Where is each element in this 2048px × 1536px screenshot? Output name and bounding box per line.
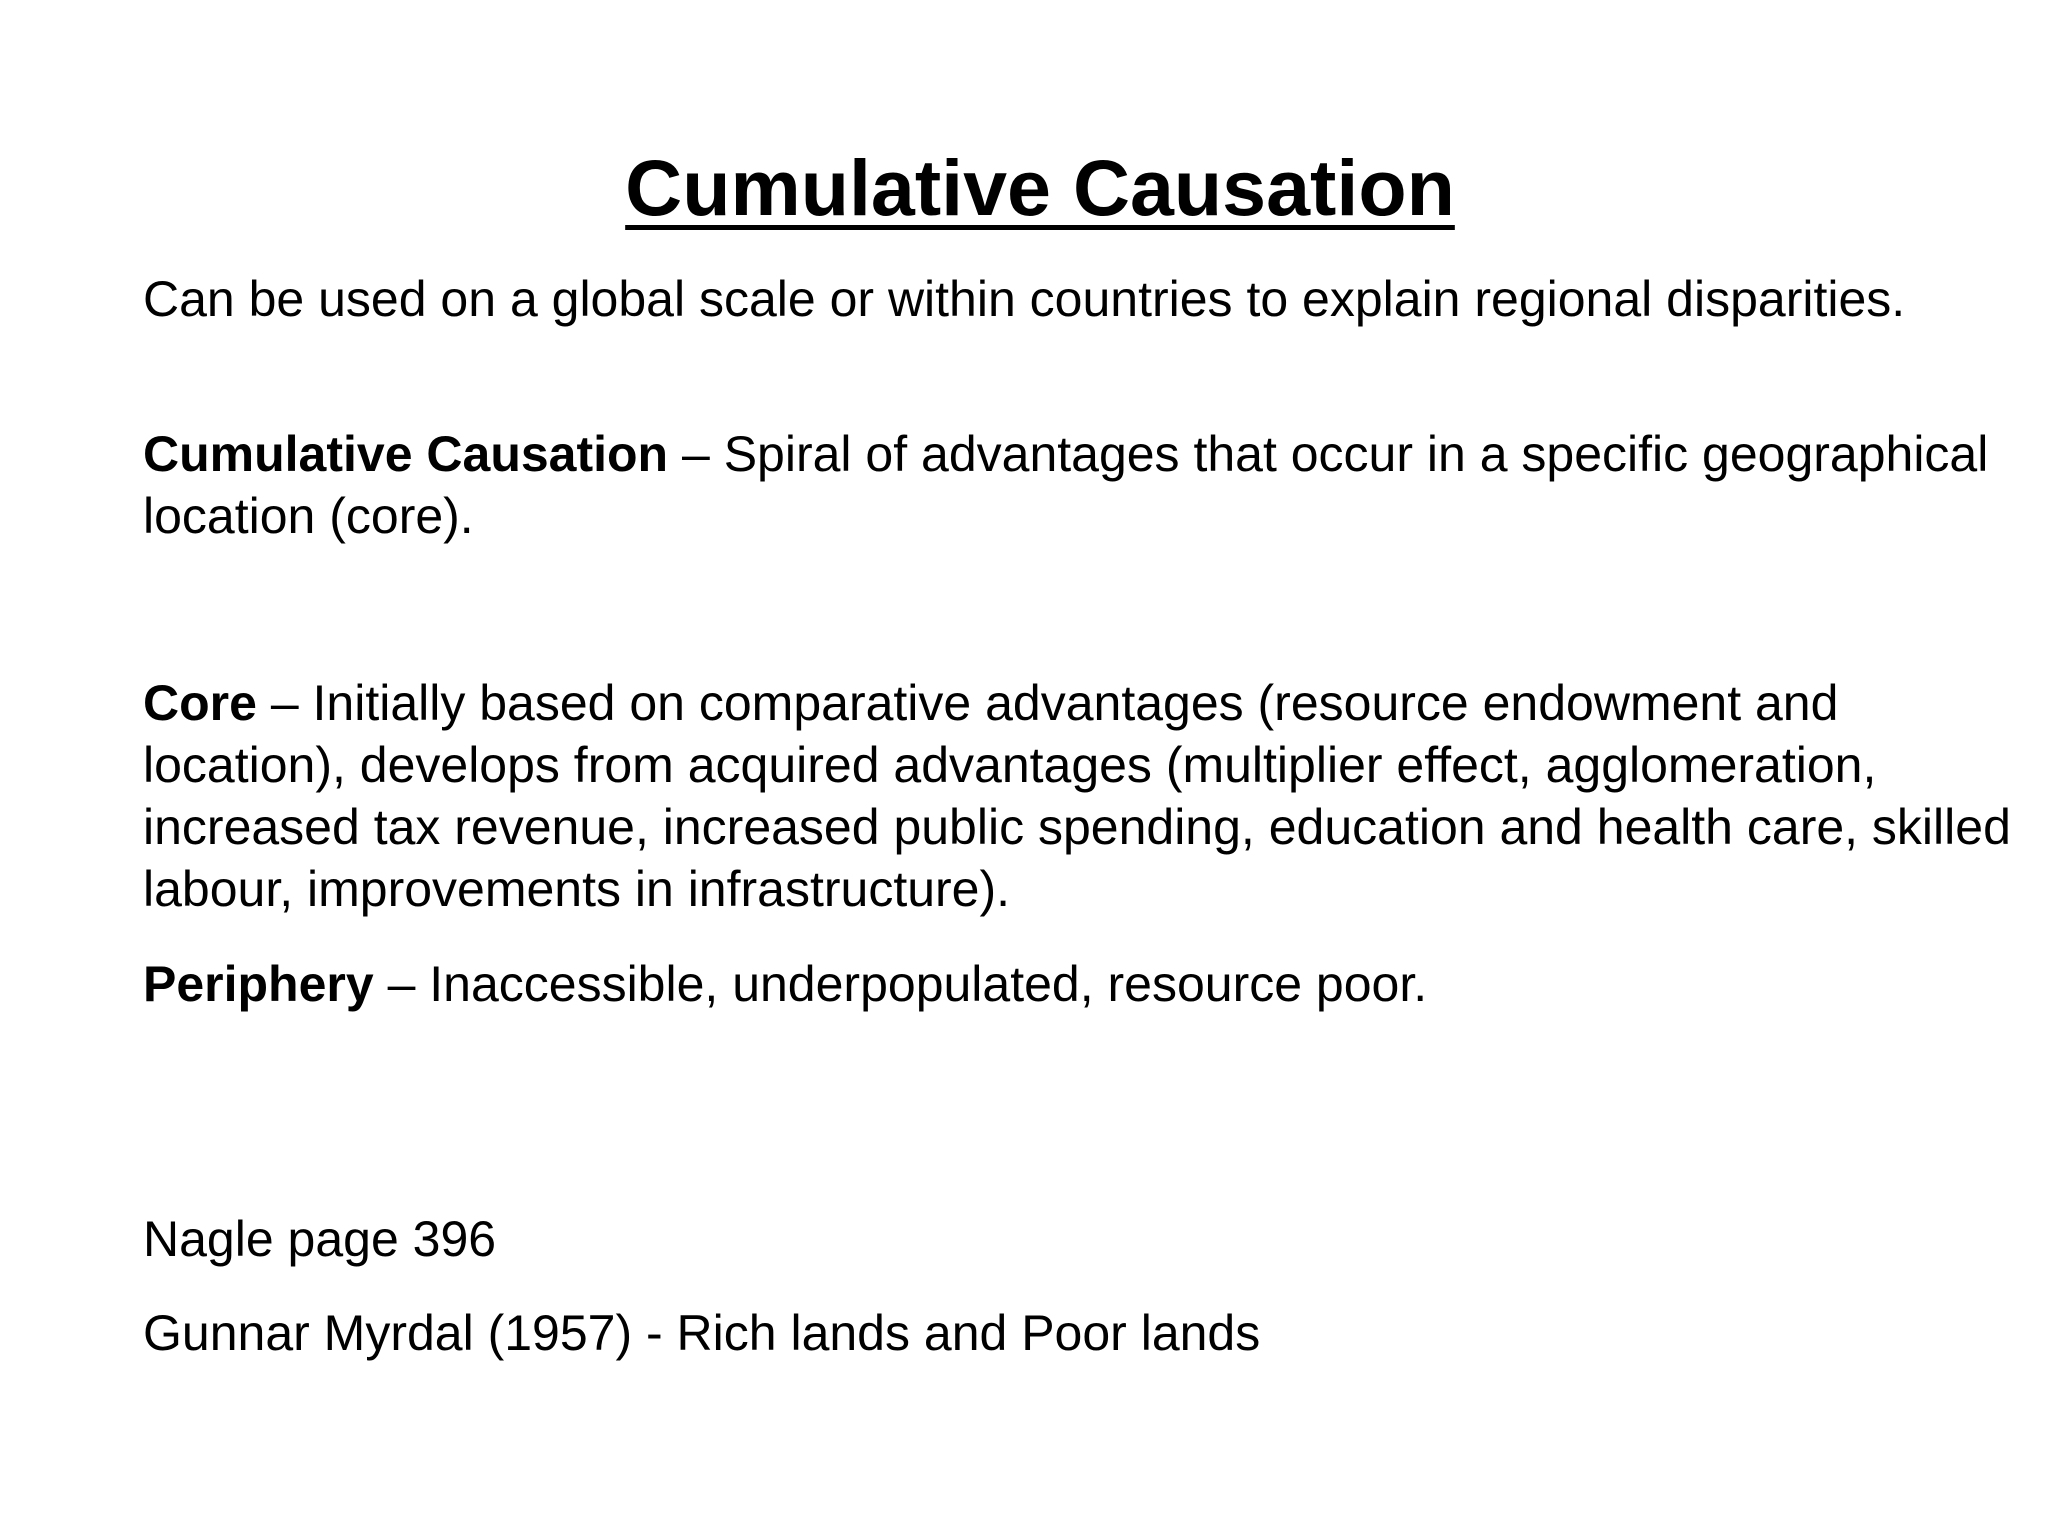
definition-cumulative-causation bbox=[143, 423, 2023, 547]
definition-text: – Initially based on comparative advantages (resource endowment and location), develops from acquired advantages (multiplier effect, agglomeration, increased tax revenue, increased public spending, education and health care, skilled labour, improvements in infrastructure). bbox=[143, 675, 2011, 917]
reference-nagle: Nagle page 396 bbox=[143, 1211, 497, 1267]
definition-term: Cumulative Causation bbox=[143, 426, 669, 482]
definition-text: – Spiral of advantages that occur in a specific geographical location (core). bbox=[143, 426, 1989, 544]
intro-text: Can be used on a global scale or within countries to explain regional disparities. bbox=[143, 271, 1906, 327]
slide-title: Cumulative Causation bbox=[625, 143, 1455, 232]
definition-core bbox=[143, 672, 2023, 920]
definition-term: Periphery bbox=[143, 956, 374, 1012]
definition-periphery bbox=[143, 953, 2023, 1015]
reference-myrdal: Gunnar Myrdal (1957) - Rich lands and Poor lands bbox=[143, 1305, 1261, 1361]
definition-text: – Inaccessible, underpopulated, resource poor. bbox=[373, 956, 1428, 1012]
definition-term: Core bbox=[143, 675, 257, 731]
